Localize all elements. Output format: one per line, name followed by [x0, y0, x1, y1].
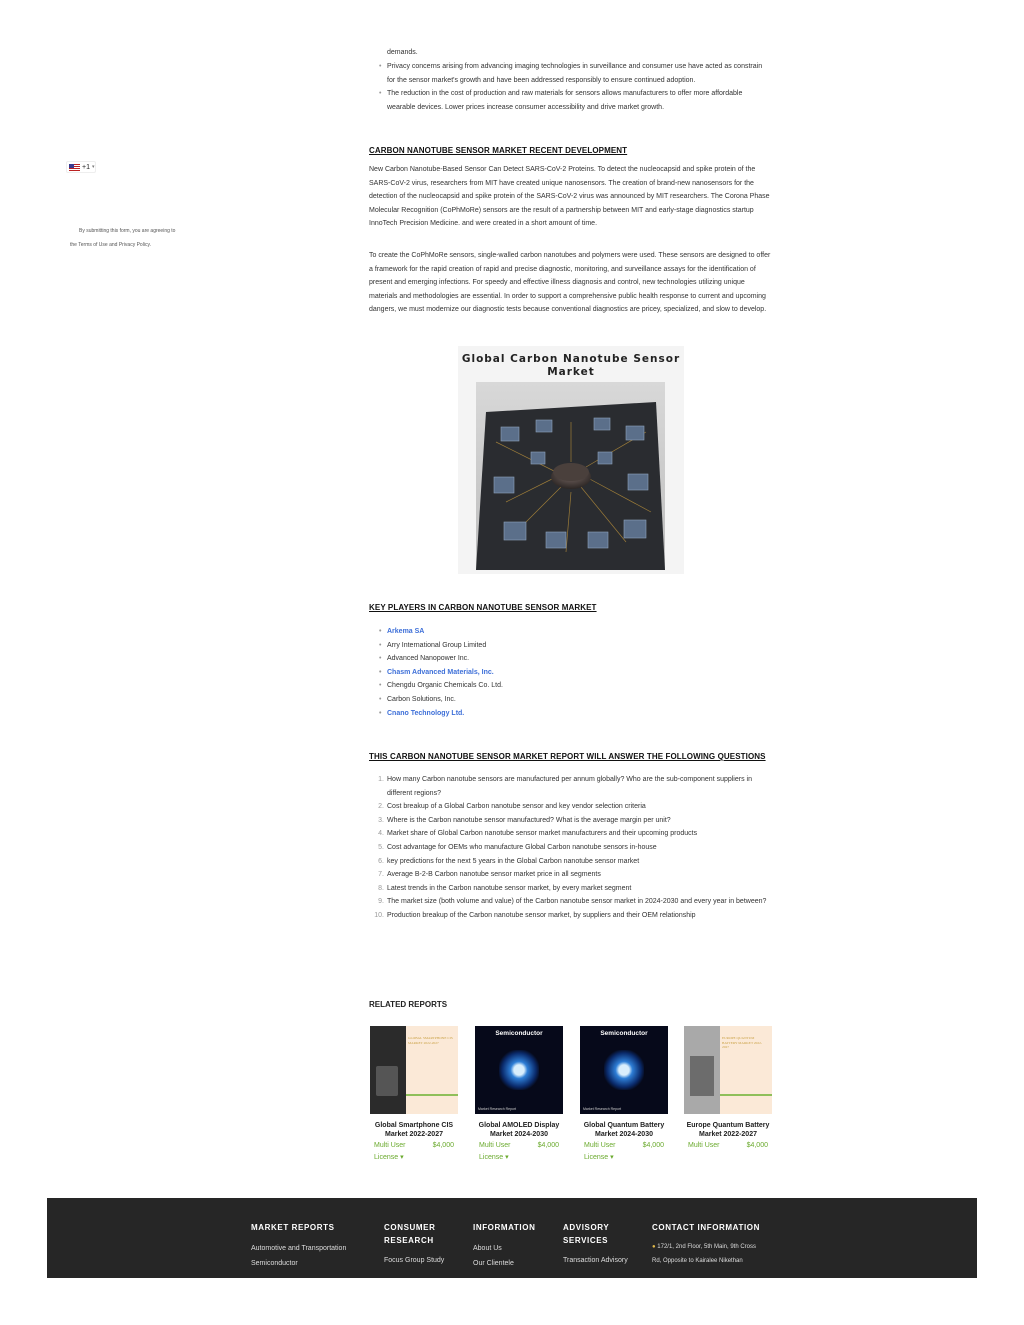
report-title[interactable]: Global Quantum Battery Market 2024-2030 [583, 1122, 665, 1138]
footer-address-line2: Rd, Opposite to Kairalee Nikethan [652, 1258, 743, 1264]
report-cover-image[interactable]: Semiconductor Market Research Report [580, 1026, 668, 1114]
intro-bullet-list [369, 60, 769, 114]
list-item: • Privacy concerns arising from advancing imaging technologies in surveillance and consumer use have acted as constrain for the sensor market's growth and have been addressed responsibly to ensure continued adoption. [369, 60, 769, 87]
us-flag-icon [69, 164, 80, 171]
license-select[interactable]: License ▾ [584, 1154, 614, 1161]
license-type[interactable]: Multi User [479, 1142, 511, 1149]
footer-heading-information: INFORMATION [473, 1223, 536, 1232]
question-item: 9. The market size (both volume and value) of the Carbon nanotube sensor market in 2024-2030 and every year in between? [378, 898, 767, 906]
related-report-card[interactable] [475, 1026, 563, 1161]
question-item: 5. Cost advantage for OEMs who manufacture Global Carbon nanotube sensors in-house [378, 843, 657, 851]
report-cover-image[interactable]: EUROPE QUANTUM BATTERY MARKET 2022-2027 [684, 1026, 772, 1114]
key-player-item: • Arry International Group Limited [369, 639, 769, 653]
phone-code: +1 [82, 163, 90, 171]
question-item: 8. Latest trends in the Carbon nanotube sensor market, by every market segment [378, 884, 632, 892]
footer-link[interactable]: Focus Group Study [384, 1257, 445, 1264]
consent-text-line2[interactable]: the Terms of Use and Privacy Policy. [70, 242, 151, 248]
related-report-card[interactable] [370, 1026, 458, 1161]
phone-country-select[interactable] [66, 161, 96, 173]
question-item: 6. key predictions for the next 5 years in the Global Carbon nanotube sensor market [378, 857, 640, 865]
footer-link[interactable]: Automotive and Transportation [251, 1245, 347, 1252]
market-hero-image [458, 346, 684, 574]
key-player-item: • Carbon Solutions, Inc. [369, 693, 769, 707]
license-type[interactable]: Multi User [374, 1142, 406, 1149]
footer-link[interactable]: Our Clientele [473, 1260, 514, 1267]
list-item: • The reduction in the cost of production and raw materials for sensors allows manufacturers to offer more affordable wearable devices. Lower prices increase consumer accessibility and drive market growth. [369, 87, 769, 114]
report-title[interactable]: Europe Quantum Battery Market 2022-2027 [686, 1122, 770, 1138]
recent-development-paragraph-2: To create the CoPhMoRe sensors, single-walled carbon nanotubes and polymers were used. These sensors are designed to offer a framework for the rapid creation of rapid and precise diagnostic, monitoring, and surveillance assays for the identification of present and emerging infections. For speedy and effective illness diagnosis and control, new technologies utilizing unique materials and methodologies are essential. In order to support a comprehensive public health response to current and upcoming dangers, we must modernize our diagnostic tests because conventional diagnostics are pricey, specialized, and slow to develop. [369, 252, 771, 314]
question-item: 2. Cost breakup of a Global Carbon nanotube sensor and key vendor selection criteria [378, 803, 646, 811]
section-heading-recent-development: CARBON NANOTUBE SENSOR MARKET RECENT DEVELOPMENT [369, 146, 628, 155]
footer-link[interactable]: About Us [473, 1245, 502, 1252]
related-reports-heading: RELATED REPORTS [369, 1000, 448, 1009]
chevron-down-icon: ▾ [91, 164, 95, 170]
footer-heading-consumer-research: CONSUMER RESEARCH [384, 1223, 436, 1245]
site-footer [47, 1198, 977, 1278]
related-report-card[interactable] [684, 1026, 772, 1149]
report-price: $4,000 [642, 1142, 664, 1149]
report-price: $4,000 [746, 1142, 768, 1149]
license-select[interactable]: License ▾ [479, 1154, 509, 1161]
key-player-link[interactable]: • Arkema SA [369, 625, 769, 639]
report-title[interactable]: Global AMOLED Display Market 2024-2030 [478, 1122, 560, 1138]
key-player-link[interactable]: • Cnano Technology Ltd. [369, 707, 769, 721]
consent-text-line1: By submitting this form, you are agreeing to [79, 228, 176, 234]
question-item: 10. Production breakup of the Carbon nanotube sensor market, by suppliers and their OEM relationship [374, 911, 696, 919]
footer-heading-market-reports: MARKET REPORTS [251, 1223, 335, 1232]
report-price: $4,000 [432, 1142, 454, 1149]
report-title[interactable]: Global Smartphone CIS Market 2022-2027 [374, 1122, 454, 1138]
footer-heading-contact: CONTACT INFORMATION [652, 1223, 760, 1232]
question-item: 4. Market share of Global Carbon nanotube sensor market manufacturers and their upcoming products [378, 830, 698, 838]
report-cover-image[interactable]: Semiconductor Market Research Report [475, 1026, 563, 1114]
license-type[interactable]: Multi User [584, 1142, 616, 1149]
section-heading-questions: THIS CARBON NANOTUBE SENSOR MARKET REPORT WILL ANSWER THE FOLLOWING QUESTIONS [369, 752, 766, 761]
footer-heading-advisory-services: ADVISORY SERVICES [563, 1223, 610, 1245]
recent-development-paragraph-1: New Carbon Nanotube-Based Sensor Can Detect SARS-CoV-2 Proteins. To detect the nucleocapsid and spike protein of the SARS-CoV-2 virus, researchers from MIT have created unique nanosensors. The creation of brand-new nanosensors for the detection of the nucleocapsid and spike protein of the SARS-CoV-2 virus was announced by MIT researchers. The Corona Phase Molecular Recognition (CoPhMoRe) sensors are the result of a partnership between MIT and early-stage diagnostics startup InnoTech Precision Medicine. and were created in a short amount of time. [369, 166, 770, 228]
hero-image-title-line2: Market [547, 365, 595, 378]
footer-link[interactable]: Semiconductor [251, 1260, 298, 1267]
questions-list [369, 773, 769, 923]
circuit-board-illustration [476, 382, 665, 570]
question-item: 3. Where is the Carbon nanotube sensor manufactured? What is the average margin per unit? [378, 816, 671, 824]
license-type[interactable]: Multi User [688, 1142, 720, 1149]
key-player-item: • Advanced Nanopower Inc. [369, 652, 769, 666]
key-players-list [369, 625, 769, 720]
footer-link[interactable]: Transaction Advisory [563, 1257, 628, 1264]
related-report-card[interactable] [580, 1026, 668, 1161]
license-select[interactable]: License ▾ [374, 1154, 404, 1161]
section-heading-key-players: KEY PLAYERS IN CARBON NANOTUBE SENSOR MARKET [369, 603, 597, 612]
key-player-link[interactable]: • Chasm Advanced Materials, Inc. [369, 666, 769, 680]
intro-continuation: demands. [387, 49, 418, 56]
question-item: 7. Average B-2-B Carbon nanotube sensor market price in all segments [378, 871, 601, 879]
footer-address-line1: ● 172/1, 2nd Floor, 5th Main, 9th Cross [652, 1244, 757, 1250]
hero-image-title-line1: Global Carbon Nanotube Sensor [461, 353, 681, 365]
location-pin-icon: ● [652, 1244, 656, 1250]
key-player-item: • Chengdu Organic Chemicals Co. Ltd. [369, 679, 769, 693]
question-item: 1. How many Carbon nanotube sensors are manufactured per annum globally? Who are the sub-component suppliers in different regions? [378, 776, 752, 797]
report-price: $4,000 [537, 1142, 559, 1149]
report-cover-image[interactable]: GLOBAL SMARTPHONE CIS MARKET 2022-2027 [370, 1026, 458, 1114]
